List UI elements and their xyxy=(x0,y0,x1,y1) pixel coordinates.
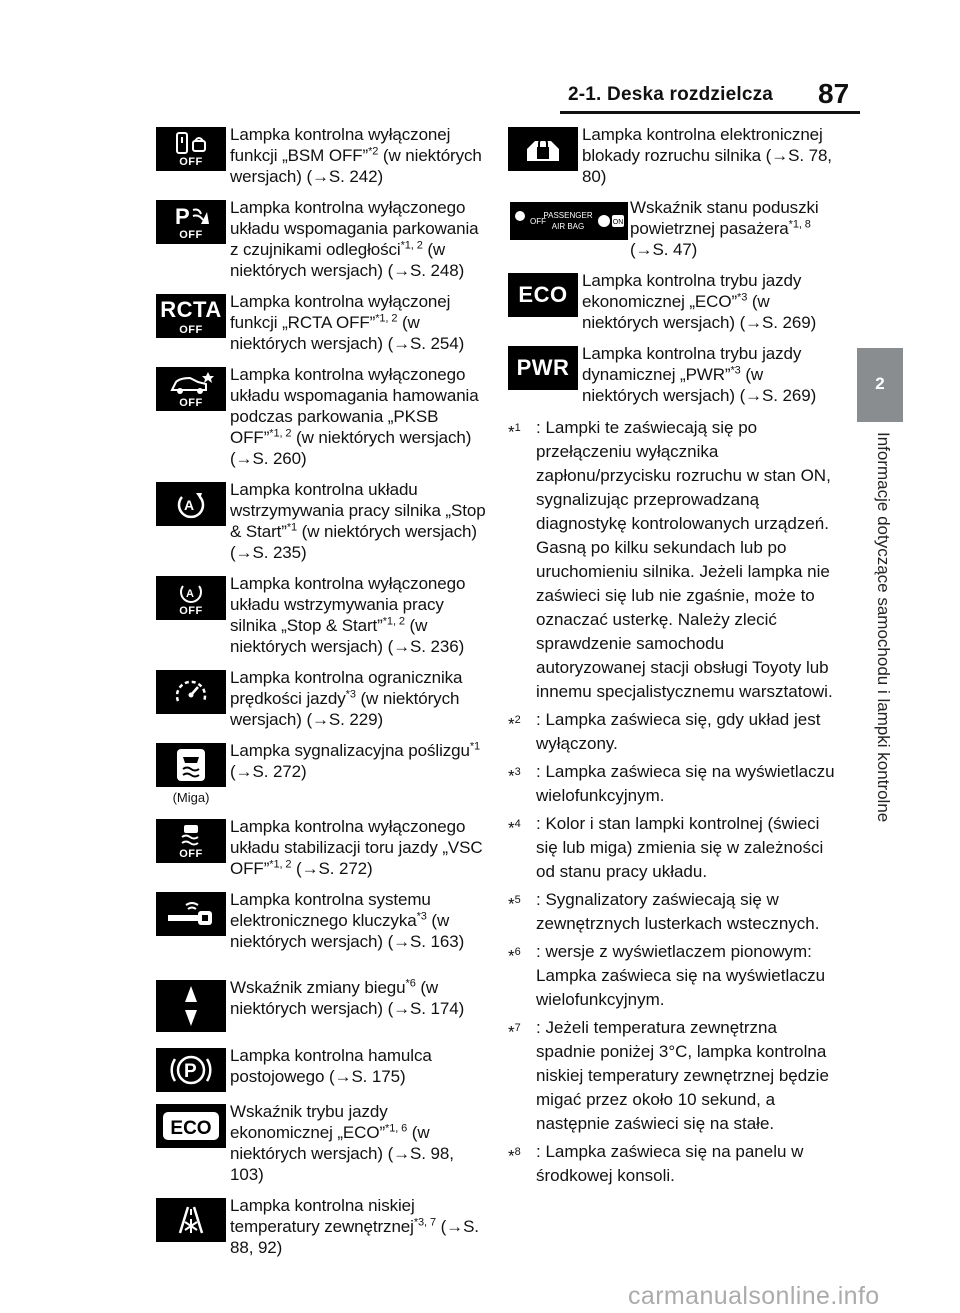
item-tail: (w niektórych wersjach) (→S. 248) xyxy=(230,240,465,280)
note-mark: * xyxy=(508,714,515,734)
item-desc: Lampka kontrolna niskiej temperatury zewnętrznej xyxy=(230,1196,415,1236)
item-ref: *2 xyxy=(368,145,379,158)
note-num: 5 xyxy=(514,894,521,906)
list-item xyxy=(156,816,486,879)
list-item xyxy=(508,270,838,333)
note-num: 4 xyxy=(514,818,521,830)
shift-indicator-icon xyxy=(156,980,226,1032)
item-ref: *1, 6 xyxy=(385,1122,408,1135)
note-text: : Lampki te zaświecają się po przełączeniu wyłącznika zapłonu/przycisku rozruchu w stan ON, sygnalizując przeprowadzaną diagnostykę kontrolowanych urządzeń. Gasną po kilku sekundach lub po uruchomieniu silnika. Jeżeli lampka nie zaświeci się lub nie zgaśnie, może to oznaczać usterkę. Należy zlecić sprawdzenie samochodu autoryzowanej stacji obsługi Toyoty lub innemu specjalistycznemu warsztatowi. xyxy=(536,418,833,701)
item-ref: *1, 2 xyxy=(375,312,398,325)
eco-mode-icon xyxy=(156,1104,226,1148)
item-text xyxy=(630,197,838,260)
item-tail: (w niektórych wersjach) (→S. 163) xyxy=(230,911,465,951)
off-label: OFF xyxy=(179,396,203,409)
item-text xyxy=(230,1195,486,1258)
note-text: : wersje z wyświetlaczem pionowym: Lampka zaświeca się na wyświetlaczu wielofunkcyjnym. xyxy=(536,942,826,1009)
item-desc: Lampka kontrolna wyłączonej funkcji „BSM OFF” xyxy=(230,125,451,165)
item-ref: *3 xyxy=(416,910,427,923)
section-title: 2-1. Deska rozdzielcza xyxy=(568,84,774,105)
vsc-off-icon xyxy=(156,819,226,863)
eco-badge-text: ECO xyxy=(170,1118,212,1139)
item-ref: *1, 2 xyxy=(400,239,423,252)
note-mark: * xyxy=(508,1146,515,1166)
note-mark: * xyxy=(508,766,515,786)
item-tail: (w niektórych wersjach) (→S. 242) xyxy=(230,146,482,186)
footnote xyxy=(508,1016,838,1136)
item-tail: (w niektórych wersjach) (→S. 236) xyxy=(230,616,465,656)
list-item xyxy=(156,1101,486,1185)
item-text xyxy=(230,124,486,187)
smart-key-icon xyxy=(156,892,226,936)
footnotes xyxy=(508,416,838,1188)
item-text xyxy=(230,573,486,657)
item-text xyxy=(230,1101,486,1185)
item-ref: *6 xyxy=(405,977,416,990)
rcta-label: RCTA xyxy=(160,296,222,322)
note-text: : Lampka zaświeca się, gdy układ jest wyłączony. xyxy=(536,710,821,753)
item-desc: Lampka kontrolna ogranicznika prędkości jazdy xyxy=(230,668,463,708)
item-desc: Lampka sygnalizacyjna poślizgu xyxy=(230,741,470,760)
item-tail: (→S. 88, 92) xyxy=(230,1217,479,1257)
header-rule xyxy=(560,111,860,114)
page-header xyxy=(560,78,860,108)
footnote xyxy=(508,888,838,936)
item-text xyxy=(230,889,486,952)
item-tail: (w niektórych wersjach) (→S. 229) xyxy=(230,689,460,729)
item-ref: *3 xyxy=(737,291,748,304)
item-text xyxy=(230,197,486,281)
footnote xyxy=(508,416,838,704)
stop-start-off-icon xyxy=(156,576,226,620)
item-text xyxy=(582,270,838,333)
item-desc: Wskaźnik trybu jazdy ekonomicznej „ECO” xyxy=(230,1102,388,1142)
off-label: OFF xyxy=(179,228,203,241)
slip-indicator-icon xyxy=(156,743,226,787)
item-desc: Lampka kontrolna wyłączonego układu wspomagania parkowania z czujnikami odległości xyxy=(230,198,479,259)
note-mark: * xyxy=(508,894,515,914)
note-num: 6 xyxy=(514,946,521,958)
item-tail: (→S. 47) xyxy=(630,240,698,259)
note-mark: * xyxy=(508,422,515,442)
list-item xyxy=(508,124,838,187)
eco-mode-indicator-icon xyxy=(508,273,578,317)
speed-limiter-icon xyxy=(156,670,226,714)
note-mark: * xyxy=(508,1022,515,1042)
item-tail: (w niektórych wersjach) (→S. 260) xyxy=(230,428,472,468)
item-text xyxy=(230,291,486,354)
chapter-side-label: Informacje dotyczące samochodu i lampki kontrolne xyxy=(874,432,893,823)
stop-start-icon xyxy=(156,482,226,526)
note-num: 8 xyxy=(514,1146,521,1158)
item-desc: Lampka kontrolna wyłączonego układu wstrzymywania pracy silnika „Stop & Start” xyxy=(230,574,466,635)
off-label: OFF xyxy=(179,155,203,168)
airbag-text: AIR BAG xyxy=(551,222,585,231)
off-label: OFF xyxy=(179,847,203,860)
item-desc: Lampka kontrolna trybu jazdy dynamicznej „PWR” xyxy=(582,344,802,384)
item-desc: Lampka kontrolna elektronicznej blokady rozruchu silnika (→S. 78, 80) xyxy=(582,125,832,186)
note-num: 1 xyxy=(514,422,521,434)
blink-caption: (Miga) xyxy=(172,790,210,805)
item-desc: Lampka kontrolna układu wstrzymywania pracy silnika „Stop & Start” xyxy=(230,480,486,541)
list-item xyxy=(156,291,486,354)
note-text: : Kolor i stan lampki kontrolnej (świeci się lub miga) zmienia się w zależności od stanu pracy układu. xyxy=(536,814,824,881)
list-item xyxy=(156,364,486,469)
item-ref: *3 xyxy=(345,688,356,701)
note-num: 2 xyxy=(514,714,521,726)
footnote xyxy=(508,1140,838,1188)
parking-brake-icon xyxy=(156,1048,226,1092)
off-small-text: OFF xyxy=(530,217,546,226)
item-desc: Lampka kontrolna trybu jazdy ekonomicznej „ECO” xyxy=(582,271,802,311)
low-temperature-icon xyxy=(156,1198,226,1242)
item-ref: *1, 2 xyxy=(269,427,292,440)
svg-text:P: P xyxy=(184,1061,197,1082)
item-desc: Wskaźnik stanu poduszki powietrznej pasażera xyxy=(630,198,819,238)
passenger-text: PASSENGER xyxy=(543,211,593,220)
footnote xyxy=(508,708,838,756)
off-label: OFF xyxy=(179,323,203,336)
list-item xyxy=(156,740,486,806)
on-badge-text: ON xyxy=(612,219,624,226)
item-tail: (w niektórych wersjach) (→S. 269) xyxy=(582,292,817,332)
item-ref: *1, 8 xyxy=(788,218,811,231)
pksb-off-icon xyxy=(156,367,226,411)
item-text xyxy=(230,479,486,563)
left-column xyxy=(156,124,486,1268)
list-item xyxy=(156,479,486,563)
item-tail: (w niektórych wersjach) (→S. 98, 103) xyxy=(230,1123,454,1184)
list-item xyxy=(156,977,486,1035)
item-text xyxy=(230,977,486,1019)
footnote xyxy=(508,812,838,884)
item-ref: *1 xyxy=(469,740,481,753)
item-desc: Lampka kontrolna wyłączonego układu stabilizacji toru jazdy „VSC OFF” xyxy=(230,817,483,878)
item-text xyxy=(230,364,486,469)
item-tail: (→S. 272) xyxy=(291,859,373,878)
item-tail: (→S. 272) xyxy=(230,762,307,781)
item-desc: Lampka kontrolna wyłączonej funkcji „RCTA OFF” xyxy=(230,292,451,332)
list-item xyxy=(156,667,486,730)
list-item xyxy=(156,1045,486,1091)
item-ref: *3 xyxy=(730,364,741,377)
list-item xyxy=(508,197,838,260)
list-item xyxy=(156,889,486,967)
footnote xyxy=(508,940,838,1012)
item-desc: Wskaźnik zmiany biegu xyxy=(230,978,406,997)
list-item xyxy=(508,343,838,406)
item-desc: Lampka kontrolna wyłączonego układu wspomagania hamowania podczas parkowania „PKSB OFF” xyxy=(230,365,479,447)
footnote xyxy=(508,760,838,808)
parking-sensor-off-icon xyxy=(156,200,226,244)
pwr-mode-indicator-icon xyxy=(508,346,578,390)
item-text xyxy=(230,1045,486,1087)
item-text xyxy=(582,343,838,406)
item-ref: *3, 7 xyxy=(413,1216,436,1229)
pwr-label: PWR xyxy=(516,355,570,380)
svg-text:A: A xyxy=(184,497,195,513)
note-mark: * xyxy=(508,946,515,966)
note-text: : Sygnalizatory zaświecają się w zewnętrznych lusterkach wstecznych. xyxy=(536,890,820,933)
chapter-tab: 2 xyxy=(857,348,903,422)
item-ref: *1, 2 xyxy=(382,615,405,628)
list-item xyxy=(156,573,486,657)
note-num: 3 xyxy=(514,766,521,778)
bsm-off-icon xyxy=(156,127,226,171)
item-text xyxy=(230,740,486,782)
note-mark: * xyxy=(508,818,515,838)
list-item xyxy=(156,197,486,281)
item-ref: *1 xyxy=(286,521,298,534)
list-item xyxy=(156,1195,486,1258)
list-item xyxy=(156,124,486,187)
item-text xyxy=(582,124,838,187)
page-number: 87 xyxy=(818,78,850,109)
rcta-off-icon xyxy=(156,294,226,338)
item-desc: Lampka kontrolna systemu elektronicznego kluczyka xyxy=(230,890,431,930)
eco-label: ECO xyxy=(518,282,568,307)
item-tail: (w niektórych wersjach) (→S. 174) xyxy=(230,978,465,1018)
item-text xyxy=(230,667,486,730)
svg-text:P: P xyxy=(175,203,190,228)
item-tail: (w niektórych wersjach) (→S. 235) xyxy=(230,522,477,562)
immobilizer-icon xyxy=(508,127,578,171)
item-ref: *1, 2 xyxy=(269,858,292,871)
item-desc: Lampka kontrolna hamulca postojowego (→S. 175) xyxy=(230,1046,432,1086)
svg-text:A: A xyxy=(186,587,194,600)
item-text xyxy=(230,816,486,879)
note-text: : Jeżeli temperatura zewnętrzna spadnie poniżej 3°C, lampka kontrolna niskiej temperatury zewnętrznej będzie migać przez około 10 sekund, a następnie zaświeci się na stałe. xyxy=(536,1018,829,1133)
note-num: 7 xyxy=(514,1022,521,1034)
off-label: OFF xyxy=(179,604,203,617)
item-tail: (w niektórych wersjach) (→S. 254) xyxy=(230,313,465,353)
passenger-airbag-icon xyxy=(510,202,628,240)
right-column xyxy=(508,124,838,1192)
watermark: carmanualsonline.info xyxy=(628,1282,880,1310)
note-text: : Lampka zaświeca się na panelu w środkowej konsoli. xyxy=(536,1142,804,1185)
item-tail: (w niektórych wersjach) (→S. 269) xyxy=(582,365,817,405)
note-text: : Lampka zaświeca się na wyświetlaczu wielofunkcyjnym. xyxy=(536,762,835,805)
